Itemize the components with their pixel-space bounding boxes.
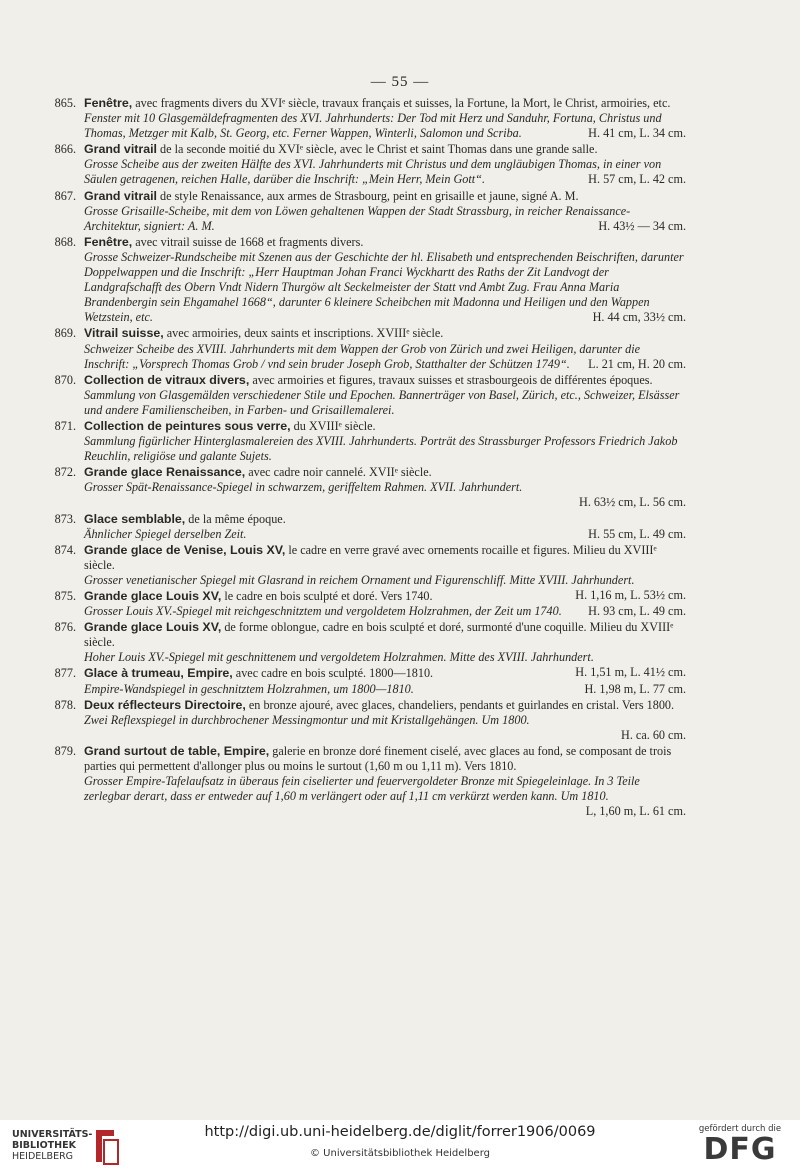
entry-number: 869. <box>54 326 76 341</box>
entry-dimensions: H. 55 cm, L. 49 cm. <box>588 526 686 541</box>
entry-dimensions: L, 1,60 m, L. 61 cm. <box>585 804 686 819</box>
entry-french-text: avec armoiries et figures, travaux suisses et strasbourgeois de différentes époques. <box>249 372 653 387</box>
entry-german-text: Zwei Reflexspiegel in durchbrochener Messingmontur und mit Kristallgehängen. Um 1800. <box>84 712 530 727</box>
footer-bar <box>0 1120 800 1170</box>
entry-german-text: Grosse Grisaille-Scheibe, mit dem von Löwen gehaltenen Wappen der Stadt Strassburg, in reicher Renaissance-Architektur, signiert: A. M. <box>84 203 631 233</box>
entry-german-text: Sammlung figürlicher Hinterglasmalereien des XVIII. Jahrhunderts. Porträt des Strassburger Professors Friedrich Jakob Reuchlin, religiöse und galante Sujets. <box>84 434 678 464</box>
entry-german-text: Grosse Scheibe aus der zweiten Hälfte des XVI. Jahrhunderts mit Christus und dem ungläubigen Thomas, in einer von Säulen getragenen, reichen Halle, darüber die Inschrift: „Mein Herr, Mein Gott“. <box>84 157 662 187</box>
catalog-entry <box>54 589 686 619</box>
library-name-line1: UNIVERSITÄTS- <box>12 1129 93 1140</box>
entry-french-text: de style Renaissance, aux armes de Strasbourg, peint en grisaille et jaune, signé A. M. <box>157 188 579 203</box>
entry-title: Grande glace de Venise, Louis XV, <box>84 542 286 557</box>
entry-french-description <box>84 666 686 681</box>
entry-french-description <box>84 698 686 713</box>
entry-german-text: Grosser Spät-Renaissance-Spiegel in schwarzem, geriffeltem Rahmen. XVII. Jahrhundert. <box>84 480 523 495</box>
entry-french-description <box>84 543 686 573</box>
entry-dimensions: H. 93 cm, L. 49 cm. <box>588 604 686 619</box>
entry-german-description <box>84 682 686 697</box>
entry-title: Fenêtre, <box>84 96 133 110</box>
entry-title: Deux réflecteurs Directoire, <box>84 697 246 712</box>
catalog-entry <box>54 465 686 510</box>
entry-french-description <box>84 465 686 480</box>
entry-german-description <box>84 111 686 141</box>
entry-french-text: avec fragments divers du XVIᵉ siècle, travaux français et suisses, la Fortune, la Mort, le Christ, armoiries, etc. <box>132 96 671 110</box>
catalog-entry <box>54 142 686 187</box>
entry-number: 870. <box>54 372 76 387</box>
entry-title: Grande glace Louis XV, <box>84 620 222 635</box>
entry-title: Grande glace Renaissance, <box>84 465 246 480</box>
entry-number: 878. <box>54 697 76 712</box>
catalog-entry <box>54 666 686 696</box>
entry-german-text: Grosse Schweizer-Rundscheibe mit Szenen aus der Geschichte der hl. Elisabeth und entsprechenden Beischriften, darunter Doppelwappen und die Inschrift: „Herr Hauptman Johan Franci Wyckhartt des Raths der Zit Landvogt der Landgrafschafft des Obern Vndt Nidern Thurgöw alt Seckelmeister der Statt vnd Ambt Zug. Frau Anna Maria Brandenbergin sein Ehgamahel 1668“, darunter 6 kleinere Scheibchen mit Madonna und Heiligen und den Wappen Wetzstein, etc. <box>84 249 684 325</box>
entry-french-text: avec cadre noir cannelé. XVIIᵉ siècle. <box>245 465 432 480</box>
entry-french-description <box>84 512 686 527</box>
entry-french-text: en bronze ajouré, avec glaces, chandeliers, pendants et guirlandes en cristal. Vers 1800. <box>245 697 675 712</box>
entry-dimensions: H. 1,51 m, L. 41½ cm. <box>575 665 686 680</box>
entry-french-description <box>84 373 686 388</box>
entry-french-text: de forme oblongue, cadre en bois sculpté et doré, surmonté d'une coquille. Milieu du XVIIIᵉ siècle. <box>84 620 674 650</box>
entry-french-text: de la même époque. <box>185 511 286 526</box>
entry-number: 873. <box>54 511 76 526</box>
catalog-entry <box>54 511 686 542</box>
entry-german-description <box>84 157 686 187</box>
entry-title: Grand vitrail <box>84 188 157 203</box>
entry-title: Vitrail suisse, <box>84 326 164 341</box>
catalog-entry <box>54 418 686 464</box>
dfg-logo[interactable] <box>690 1124 790 1166</box>
entry-french-text: de la seconde moitié du XVIᵉ siècle, avec le Christ et saint Thomas dans une grande salle. <box>157 142 598 157</box>
entry-german-description <box>84 342 686 372</box>
document-url-link[interactable]: http://digi.ub.uni-heidelberg.de/diglit/forrer1906/0069 <box>204 1124 596 1140</box>
library-name-line3: HEIDELBERG <box>12 1151 74 1162</box>
entry-dimensions: H. 1,16 m, L. 53½ cm. <box>575 588 686 602</box>
funding-note: gefördert durch die <box>698 1124 782 1134</box>
entry-french-description <box>84 744 686 774</box>
entry-french-text: le cadre en verre gravé avec ornements rocaille et figures. Milieu du XVIIIᵉ siècle. <box>84 542 657 572</box>
entry-german-text: Grosser venetianischer Spiegel mit Glasrand in reichem Ornament und Figurenschliff. Mitte XVIII. Jahrhundert. <box>84 572 635 587</box>
entry-french-description <box>84 419 686 434</box>
entry-german-text: Fenster mit 10 Glasgemäldefragmenten des XVI. Jahrhunderts: Der Tod mit Herz und Sanduhr, Fortuna, Christus und Thomas, Metzger mit Kalb, St. Georg, etc. Ferner Wappen, Winterli, Salomon und Scriba. <box>84 111 662 141</box>
entry-dimensions: H. 44 cm, 33½ cm. <box>592 310 686 325</box>
entry-number: 868. <box>54 234 76 249</box>
entry-number: 876. <box>54 620 76 635</box>
entry-german-text: Hoher Louis XV.-Spiegel mit geschnittenem und vergoldetem Holzrahmen. Mitte des XVIII. Jahrhundert. <box>84 650 594 665</box>
entry-german-text: Ähnlicher Spiegel derselben Zeit. <box>84 526 247 541</box>
catalog-entry <box>54 326 686 371</box>
dfg-wordmark: DFG <box>703 1132 777 1167</box>
entry-french-description <box>84 142 686 157</box>
entry-german-description <box>84 713 686 743</box>
entry-french-text: avec armoiries, deux saints et inscriptions. XVIIIᵉ siècle. <box>163 326 444 341</box>
entry-number: 865. <box>54 96 76 110</box>
entry-title: Grande glace Louis XV, <box>84 589 222 603</box>
catalog-entry <box>54 96 686 141</box>
entry-number: 875. <box>54 589 76 603</box>
entry-title: Grand surtout de table, Empire, <box>84 743 270 758</box>
catalog-entries <box>54 96 686 819</box>
entry-title: Collection de peintures sous verre, <box>84 418 291 433</box>
entry-german-description <box>84 480 686 510</box>
entry-german-text: Grosser Louis XV.-Spiegel mit reichgeschnitztem und vergoldetem Holzrahmen, der Zeit um 1740. <box>84 604 562 619</box>
entry-dimensions: H. 57 cm, L. 42 cm. <box>588 172 686 187</box>
catalog-entry <box>54 697 686 743</box>
catalog-entry <box>54 188 686 234</box>
entry-french-description <box>84 620 686 650</box>
entry-french-text: galerie en bronze doré finement ciselé, avec glaces au fond, se composant de trois parties qui permettent d'allonger plus ou moins le surtout (1,60 m ou 1,11 m). Vers 1810. <box>84 743 672 774</box>
entry-german-description <box>84 774 686 819</box>
entry-number: 867. <box>54 188 76 203</box>
page-number: — 55 — <box>370 74 430 90</box>
entry-german-description <box>84 250 686 325</box>
entry-title: Collection de vitraux divers, <box>84 372 250 387</box>
entry-number: 877. <box>54 666 76 681</box>
entry-german-text: Sammlung von Glasgemälden verschiedener Stile und Epochen. Bannerträger von Basel, Zürich, etc., Schweizer, Elsässer und andere Familienscheiben, in Farben- und Grisaillemalerei. <box>84 387 680 417</box>
entry-number: 872. <box>54 465 76 480</box>
catalog-entry <box>54 372 686 418</box>
entry-dimensions: H. ca. 60 cm. <box>621 727 686 742</box>
entry-number: 874. <box>54 542 76 557</box>
entry-dimensions: H. 63½ cm, L. 56 cm. <box>579 495 686 510</box>
entry-german-description <box>84 604 686 619</box>
catalog-entry <box>54 234 686 326</box>
entry-german-description <box>84 388 686 418</box>
library-name-line2: BIBLIOTHEK <box>12 1140 76 1151</box>
entry-number: 879. <box>54 743 76 758</box>
copyright-text: © Universitätsbibliothek Heidelberg <box>309 1148 490 1159</box>
entry-french-text: avec cadre en bois sculpté. 1800—1810. <box>232 666 434 681</box>
entry-french-text: avec vitrail suisse de 1668 et fragments divers. <box>132 234 364 249</box>
entry-french-description <box>84 189 686 204</box>
entry-dimensions: H. 43½ — 34 cm. <box>598 218 686 233</box>
entry-number: 871. <box>54 418 76 433</box>
entry-german-description <box>84 527 686 542</box>
entry-french-description <box>84 326 686 341</box>
entry-title: Glace semblable, <box>84 511 186 526</box>
catalog-entry <box>54 743 686 819</box>
entry-german-text: Schweizer Scheibe des XVIII. Jahrhunderts mit dem Wappen der Grob von Zürich und zwei Heiligen, darunter die Inschrift: „Vorsprech Thomas Grob / vnd sein bruder Joseph Grob, Statthalter der Schützen 1749“. <box>84 341 641 371</box>
entry-german-text: Grosser Empire-Tafelaufsatz in überaus fein ciselierter und feuervergoldeter Bronze mit Spiegeleinlage. In 3 Teile zerlegbar derart, dass er entweder auf 1,60 m verlängert oder auf 1,11 cm verkürzt werden kann. Um 1810. <box>84 774 640 804</box>
entry-dimensions: L. 21 cm, H. 20 cm. <box>588 356 686 371</box>
entry-french-text: du XVIIIᵉ siècle. <box>290 418 376 433</box>
entry-german-description <box>84 204 686 234</box>
entry-french-text: le cadre en bois sculpté et doré. Vers 1740. <box>221 589 433 603</box>
entry-dimensions: H. 41 cm, L. 34 cm. <box>588 126 686 141</box>
entry-french-description <box>84 235 686 250</box>
entry-title: Grand vitrail <box>84 142 157 157</box>
entry-title: Glace à trumeau, Empire, <box>84 666 233 681</box>
entry-dimensions: H. 1,98 m, L. 77 cm. <box>584 681 686 696</box>
entry-title: Fenêtre, <box>84 234 133 249</box>
entry-number: 866. <box>54 142 76 157</box>
entry-french-description <box>84 96 686 111</box>
entry-french-description <box>84 589 686 604</box>
entry-german-text: Empire-Wandspiegel in geschnitztem Holzrahmen, um 1800—1810. <box>84 681 414 696</box>
entry-german-description <box>84 434 686 464</box>
